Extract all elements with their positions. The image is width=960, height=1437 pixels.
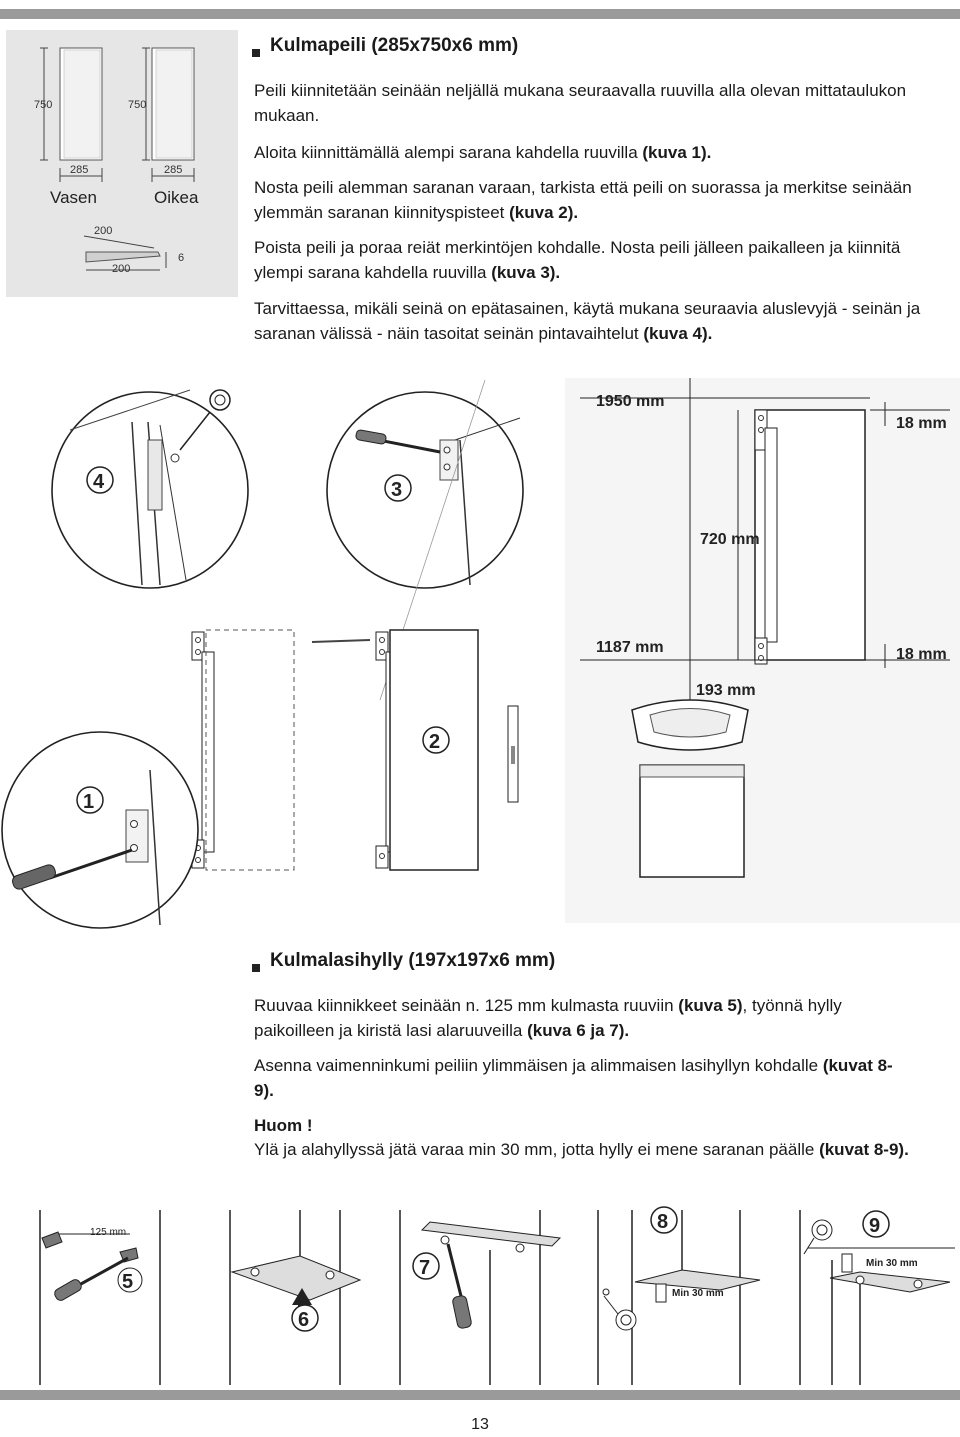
page-number: 13 [471,1416,489,1433]
section1-heading: Kulmapeili (285x750x6 mm) [252,35,518,57]
min30-label-a: Min 30 mm [672,1288,724,1299]
label-left: Vasen [50,188,97,207]
dim-height-right: 750 [128,99,147,111]
figure-3-number: 3 [391,479,403,501]
section1-paragraph-1: Peili kiinnitetään seinään neljällä mukana seuraavalla ruuvilla alla olevan mittataulukon mukaan. [254,81,907,125]
figure-6-number: 6 [298,1309,310,1331]
figure-1-number: 1 [83,791,95,813]
label-right: Oikea [154,188,199,207]
dim-1187: 1187 mm [596,639,664,656]
dim-18-bottom: 18 mm [896,646,947,663]
figure-5 [40,1210,160,1385]
top-rule [0,9,960,19]
dim-193: 193 mm [696,682,756,699]
note-title: Huom ! [254,1116,313,1135]
bullet-square-icon [252,49,260,57]
section2-paragraph-2: Asenna vaimenninkumi peiliin ylimmäisen ja alimmaisen lasihyllyn kohdalle (kuvat 8-9). [254,1056,893,1100]
min30-label-b: Min 30 mm [866,1258,918,1269]
bottom-rule [0,1390,960,1400]
dim-18-top: 18 mm [896,415,947,432]
dim-shelf-thickness: 6 [178,252,185,264]
section2-paragraph-1: Ruuvaa kiinnikkeet seinään n. 125 mm kulmasta ruuviin (kuva 5), työnnä hylly paikoilleen ja kiristä lasi alaruuveilla (kuva 6 ja 7). [254,996,842,1040]
dim-125: 125 mm [90,1227,127,1238]
bullet-square-icon-2 [252,964,260,972]
figure-4-number: 4 [93,471,105,493]
dim-shelf-top: 200 [94,225,113,237]
figure-8-number: 8 [657,1211,669,1233]
figure-8 [598,1207,760,1385]
shelf-installation-figures [0,1200,960,1390]
note-text: Ylä ja alahyllyssä jätä varaa min 30 mm, jotta hylly ei mene saranan päälle (kuvat 8-9). [254,1140,909,1159]
figure-7 [400,1210,560,1385]
figure-9-number: 9 [869,1215,881,1237]
figure-2-number: 2 [429,731,441,753]
dim-width-right: 285 [164,164,183,176]
figure-6 [230,1210,360,1385]
dim-height-left: 750 [34,99,53,111]
dim-720: 720 mm [700,531,760,548]
mirror-dimension-diagram [6,30,238,297]
mirror-installation-figures [0,370,960,930]
dim-width-left: 285 [70,164,89,176]
section1-paragraph-5: Tarvittaessa, mikäli seinä on epätasainen, käytä mukana seuraavia aluslevyjä - seinän ja saranan välissä - näin tasoitat seinän pintavaihtelut (kuva 4). [254,299,921,343]
section1-paragraph-3: Nosta peili alemman saranan varaan, tarkista että peili on suorassa ja merkitse seinään ylemmän saranan kiinnityspisteet (kuva 2). [254,178,912,222]
section2-heading: Kulmalasihylly (197x197x6 mm) [252,950,555,972]
section1-paragraph-4: Poista peili ja poraa reiät merkintöjen kohdalle. Nosta peili jälleen paikalleen ja kiinnitä ylempi sarana kahdella ruuvilla (kuva 3). [254,238,901,282]
dim-shelf-bottom: 200 [112,263,131,275]
figure-9 [800,1210,955,1385]
figure-7-number: 7 [419,1257,431,1279]
figure-5-number: 5 [122,1271,134,1293]
section1-paragraph-2: Aloita kiinnittämällä alempi sarana kahdella ruuvilla (kuva 1). [254,143,712,162]
dim-1950: 1950 mm [596,393,665,410]
